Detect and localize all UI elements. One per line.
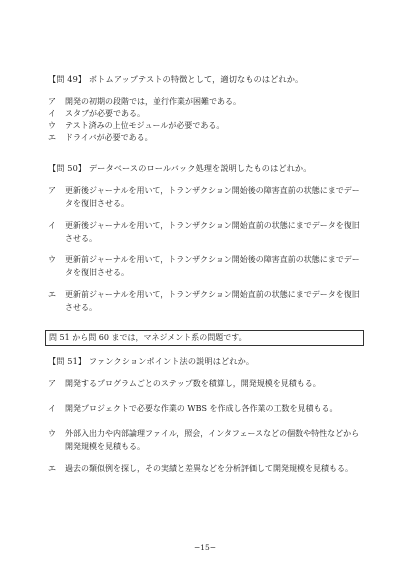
option-mark: ウ (48, 255, 56, 264)
option-mark: ウ (48, 429, 56, 438)
option-text: 更新後ジャーナルを用いて，トランザクション開始後の障害直前の状態にまでデータを復旧させる。 (65, 186, 360, 208)
option-text: 開発の初期の段階では，並行作業が困難である。 (65, 97, 241, 106)
question-51-heading: 【問 51】 ファンクションポイント法の説明はどれか。 (48, 356, 255, 366)
q50-option-i (48, 219, 366, 245)
question-49-heading: 【問 49】 ボトムアップテストの特徴として，適切なものはどれか。 (48, 74, 304, 84)
section-notice-box: 問 51 から問 60 までは，マネジメント系の問題です。 (45, 330, 364, 346)
q51-option-a (48, 377, 366, 390)
q51-option-e (48, 462, 366, 475)
option-text: 過去の類似例を探し，その実績と差異などを分析評価して開発規模を見積もる。 (65, 464, 353, 473)
option-text: 更新前ジャーナルを用いて，トランザクション開始後の障害直前の状態にまでデータを復旧させる。 (65, 255, 360, 277)
q51-option-i (48, 402, 366, 415)
option-mark: イ (48, 221, 56, 230)
option-mark: ウ (48, 121, 56, 130)
q50-option-u (48, 253, 366, 279)
option-mark: ア (48, 97, 56, 106)
option-text: 更新後ジャーナルを用いて，トランザクション開始直前の状態にまでデータを復旧させる。 (65, 221, 360, 243)
option-mark: エ (48, 290, 56, 299)
option-mark: イ (48, 109, 56, 118)
option-text: 更新前ジャーナルを用いて，トランザクション開始直前の状態にまでデータを復旧させる。 (65, 290, 360, 312)
option-text: 外部入出力や内部論理ファイル，照会，インタフェースなどの個数や特性などから開発規模を見積もる。 (65, 429, 360, 451)
q50-option-e (48, 288, 366, 314)
option-text: 開発するプログラムごとのステップ数を積算し，開発規模を見積もる。 (65, 379, 321, 388)
option-text: ドライバが必要である。 (65, 133, 153, 142)
option-text: スタブが必要である。 (65, 109, 145, 118)
page-number: −15− (193, 543, 217, 552)
q51-option-u (48, 427, 366, 453)
option-text: テスト済みの上位モジュールが必要である。 (65, 121, 225, 130)
option-mark: イ (48, 404, 56, 413)
option-mark: エ (48, 464, 56, 473)
q50-option-a (48, 184, 366, 210)
option-mark: ア (48, 186, 56, 195)
option-text: 開発プロジェクトで必要な作業の WBS を作成し各作業の工数を見積もる。 (65, 404, 338, 413)
option-mark: エ (48, 133, 56, 142)
q49-option-e (48, 131, 366, 144)
question-50-heading: 【問 50】 データベースのロールバック処理を説明したものはどれか。 (48, 163, 312, 173)
option-mark: ア (48, 379, 56, 388)
